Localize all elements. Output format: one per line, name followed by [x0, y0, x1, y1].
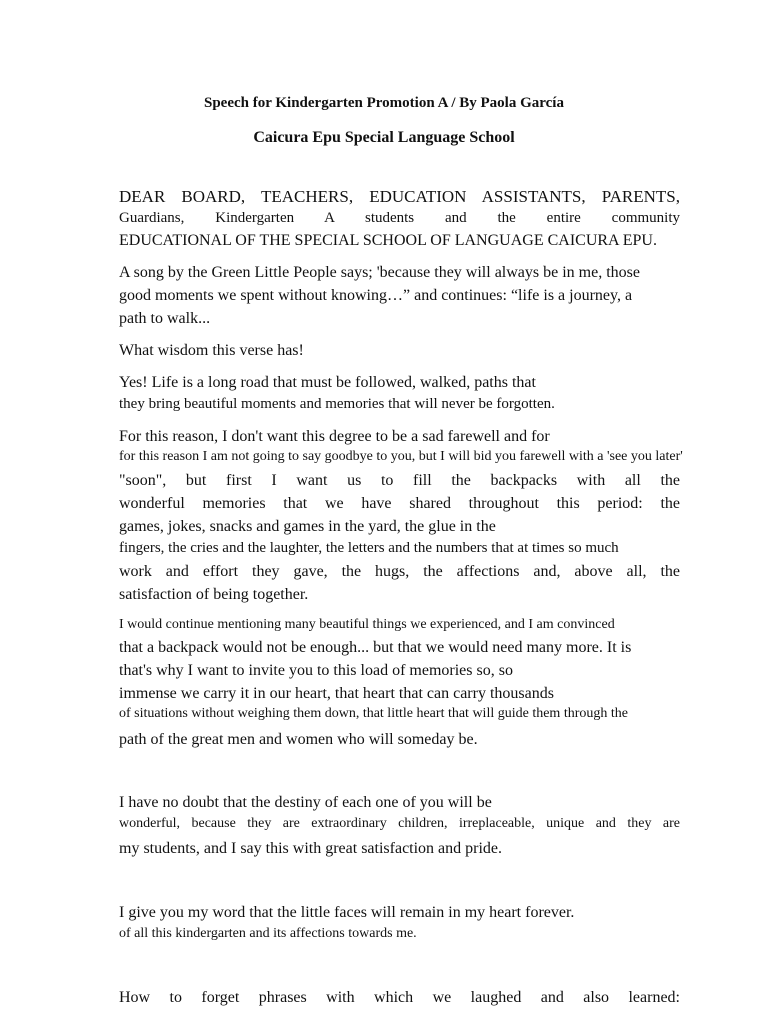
- paragraph-life-line-2: they bring beautiful moments and memories that will never be forgotten.: [119, 396, 555, 412]
- paragraph-song-line-3: path to walk...: [119, 310, 211, 327]
- paragraph-farewell-line-7: work and effort they gave, the hugs, the affections and, above all, the: [119, 563, 680, 580]
- paragraph-farewell-line-8: satisfaction of being together.: [119, 586, 309, 603]
- paragraph-backpack-line-3: that's why I want to invite you to this load of memories so, so: [119, 662, 513, 679]
- paragraph-backpack-line-1: I would continue mentioning many beautiful things we experienced, and I am convinced: [119, 617, 615, 632]
- paragraph-backpack-line-6: path of the great men and women who will someday be.: [119, 731, 478, 748]
- paragraph-farewell-line-5: games, jokes, snacks and games in the yard, the glue in the: [119, 518, 496, 535]
- document-title: Speech for Kindergarten Promotion A / By Paola García: [204, 95, 564, 111]
- paragraph-farewell-line-4: wonderful memories that we have shared throughout this period: the: [119, 495, 680, 512]
- paragraph-life-line-1: Yes! Life is a long road that must be followed, walked, paths that: [119, 374, 536, 391]
- paragraph-destiny-line-2: wonderful, because they are extraordinary children, irreplaceable, unique and they are: [119, 816, 680, 831]
- paragraph-backpack-line-5: of situations without weighing them down, that little heart that will guide them through the: [119, 706, 628, 721]
- paragraph-backpack-line-4: immense we carry it in our heart, that heart that can carry thousands: [119, 685, 554, 702]
- paragraph-song-line-2: good moments we spent without knowing…” and continues: “life is a journey, a: [119, 287, 633, 304]
- paragraph-song-line-1: A song by the Green Little People says; 'because they will always be in me, those: [119, 264, 640, 281]
- paragraph-wisdom: What wisdom this verse has!: [119, 342, 304, 359]
- paragraph-phrases-line-1: How to forget phrases with which we laughed and also learned:: [119, 989, 680, 1006]
- paragraph-promise-line-1: I give you my word that the little faces will remain in my heart forever.: [119, 904, 575, 921]
- paragraph-destiny-line-3: my students, and I say this with great satisfaction and pride.: [119, 840, 503, 857]
- paragraph-farewell-line-1: For this reason, I don't want this degree to be a sad farewell and for: [119, 428, 550, 445]
- paragraph-farewell-line-3: "soon", but first I want us to fill the backpacks with all the: [119, 472, 680, 489]
- paragraph-destiny-line-1: I have no doubt that the destiny of each one of you will be: [119, 794, 492, 811]
- paragraph-promise-line-2: of all this kindergarten and its affections towards me.: [119, 926, 417, 941]
- paragraph-farewell-line-2: for this reason I am not going to say goodbye to you, but I will bid you farewell with a 'see you later': [119, 449, 683, 464]
- salutation-line-1: DEAR BOARD, TEACHERS, EDUCATION ASSISTANTS, PARENTS,: [119, 187, 680, 206]
- paragraph-backpack-line-2: that a backpack would not be enough... but that we would need many more. It is: [119, 639, 632, 656]
- paragraph-farewell-line-6: fingers, the cries and the laughter, the letters and the numbers that at times so much: [119, 540, 619, 556]
- document-subtitle: Caicura Epu Special Language School: [253, 129, 515, 146]
- salutation-line-2: Guardians, Kindergarten A students and the entire community: [119, 210, 680, 226]
- salutation-line-3: EDUCATIONAL OF THE SPECIAL SCHOOL OF LANGUAGE CAICURA EPU.: [119, 232, 657, 249]
